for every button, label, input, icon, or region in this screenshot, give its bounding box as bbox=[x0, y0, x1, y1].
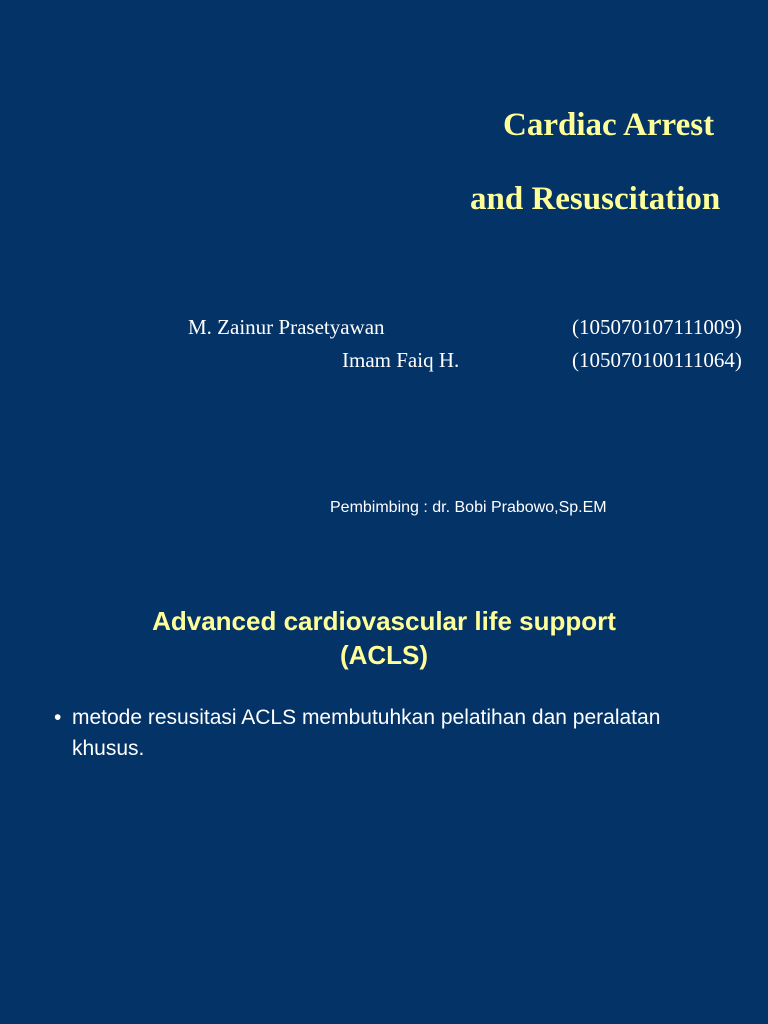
author-name: M. Zainur Prasetyawan bbox=[188, 315, 385, 339]
author-student-id: (105070107111009) bbox=[572, 315, 742, 339]
acls-slide bbox=[0, 576, 768, 1024]
heading-line-1: Advanced cardiovascular life support bbox=[152, 606, 616, 636]
author-name: Imam Faiq H. bbox=[342, 348, 460, 372]
bullet-icon: • bbox=[54, 706, 62, 729]
title-line-2: and Resuscitation bbox=[470, 181, 721, 217]
bullet-text: metode resusitasi ACLS membutuhkan pelatihan dan peralatan khusus. bbox=[72, 706, 661, 760]
author-student-id: (105070100111064) bbox=[572, 348, 742, 372]
supervisor-text: Pembimbing : dr. Bobi Prabowo,Sp.EM bbox=[330, 499, 607, 516]
slide-heading bbox=[0, 604, 768, 672]
heading-line-2: (ACLS) bbox=[339, 640, 429, 670]
bullet-list bbox=[54, 702, 734, 764]
title-line-1: Cardiac Arrest bbox=[503, 107, 715, 143]
bullet-item bbox=[54, 702, 734, 764]
